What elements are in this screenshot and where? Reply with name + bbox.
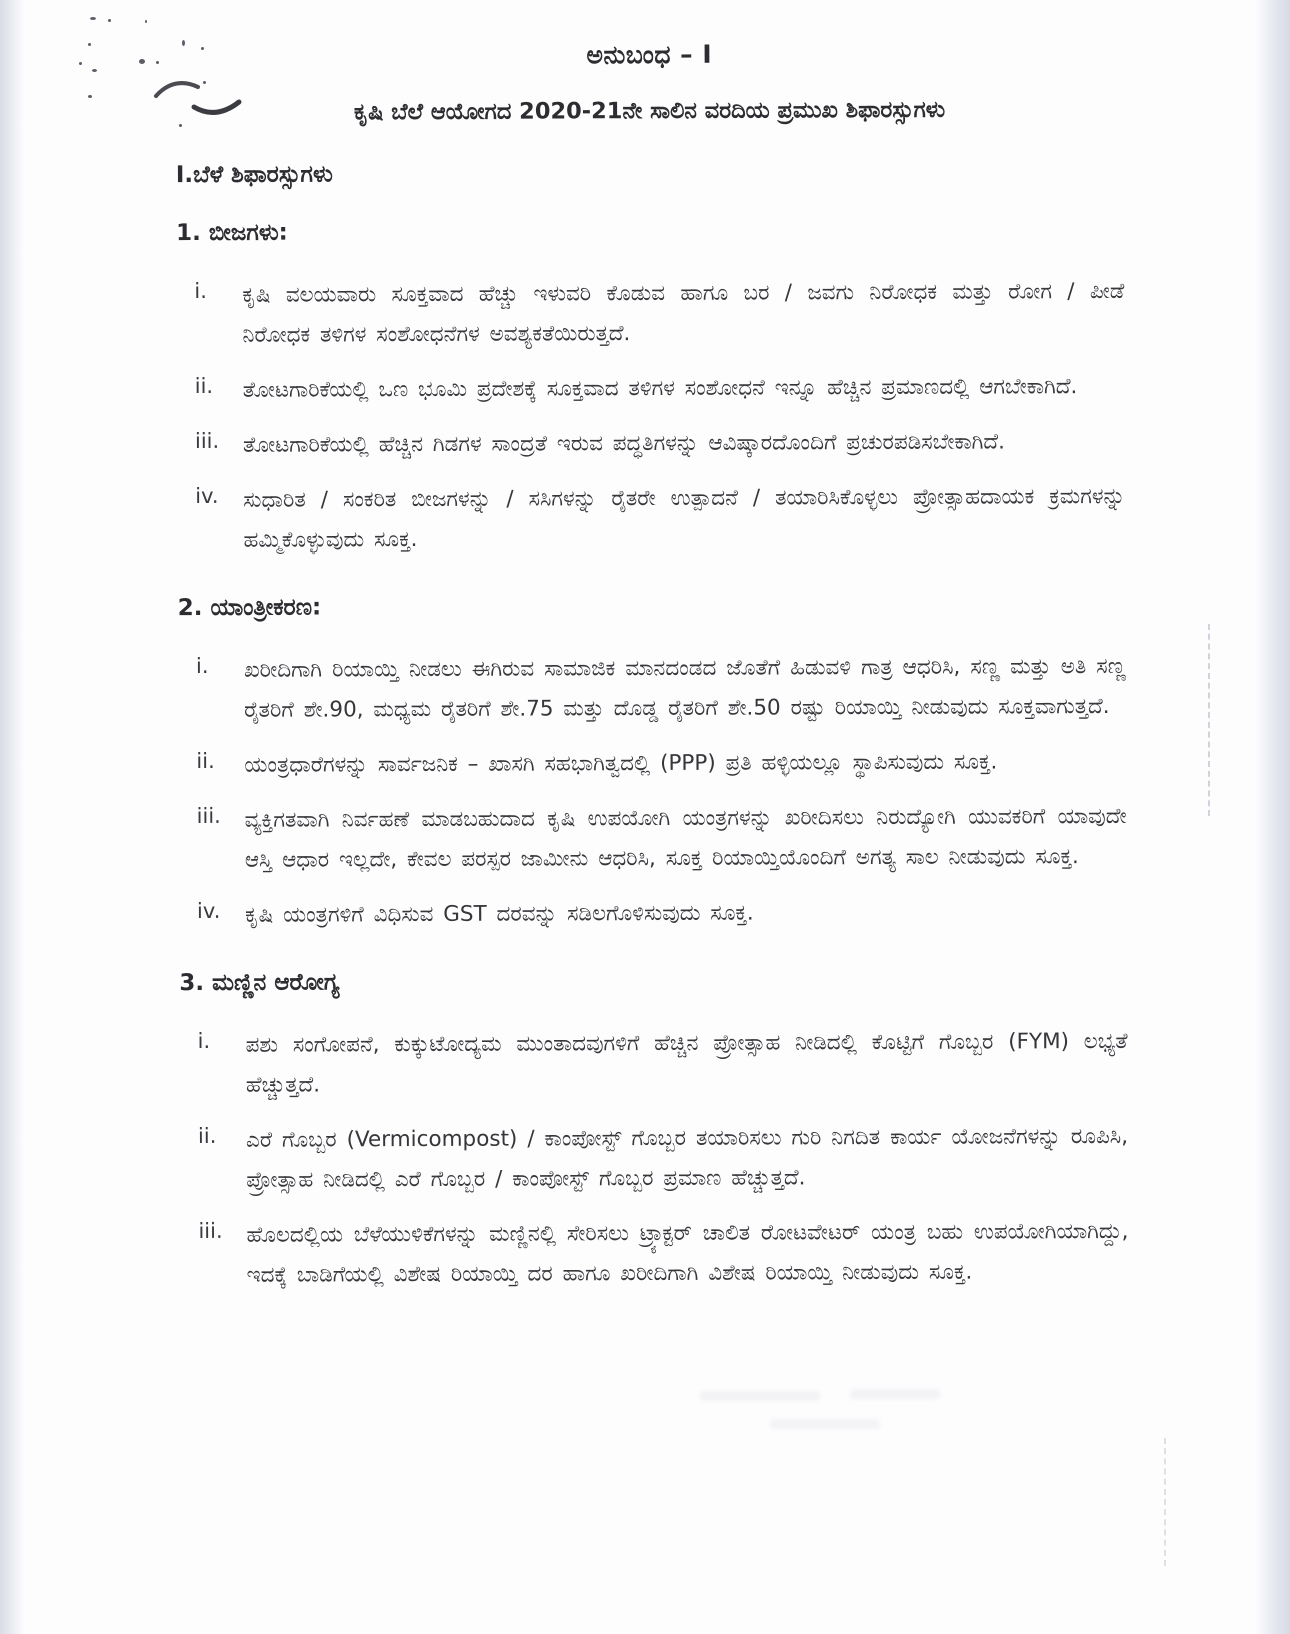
- section-heading-mechanization: 2. ಯಾಂತ್ರೀಕರಣ:: [177, 594, 322, 621]
- list-item-marker: iii.: [198, 1218, 223, 1243]
- list-item-marker: ii.: [194, 373, 214, 398]
- list-item-marker: iii.: [196, 803, 221, 828]
- list-item: [176, 272, 1124, 356]
- list-item-marker: ii.: [197, 1123, 217, 1148]
- section-heading-soil-health: 3. ಮಣ್ಣಿನ ಆರೋಗ್ಯ: [179, 969, 340, 996]
- list-item-marker: i.: [195, 653, 209, 678]
- recommendation-list-mechanization: [178, 647, 1127, 936]
- list-item-text: ಕೃಷಿ ವಲಯವಾರು ಸೂಕ್ತವಾದ ಹೆಚ್ಚು ಇಳುವರಿ ಕೊಡುವ ಹಾಗೂ ಬರ / ಜವಗು ನಿರೋಧಕ ಮತ್ತು ರೋಗ / ಪೀಡೆ ನಿರೋಧಕ ತಳಿಗಳ ಸಂಶೋಧನೆಗಳ ಅವಶ್ಯಕತೆಯಿರುತ್ತದೆ.: [242, 278, 1125, 348]
- scan-edge-left: [0, 0, 24, 1634]
- page-subtitle: ಕೃಷಿ ಬೆಲೆ ಆಯೋಗದ 2020-21ನೇ ಸಾಲಿನ ವರದಿಯ ಪ್ರಮುಖ ಶಿಫಾರಸ್ಸುಗಳು: [353, 96, 946, 126]
- list-item: [180, 1022, 1128, 1106]
- list-item-text: ಖರೀದಿಗಾಗಿ ರಿಯಾಯ್ತಿ ನೀಡಲು ಈಗಿರುವ ಸಾಮಾಜಿಕ ಮಾನದಂಡದ ಜೊತೆಗೆ ಹಿಡುವಳಿ ಗಾತ್ರ ಆಧರಿಸಿ, ಸಣ್ಣ ಮತ್ತು ಅತಿ ಸಣ್ಣ ರೈತರಿಗೆ ಶೇ.90, ಮಧ್ಯಮ ರೈತರಿಗೆ ಶೇ.75 ಮತ್ತು ದೊಡ್ಡ ರೈತರಿಗೆ ಶೇ.50 ರಷ್ಟು ರಿಯಾಯ್ತಿ ನೀಡುವುದು ಸೂಕ್ತವಾಗುತ್ತದೆ.: [243, 653, 1127, 723]
- section-heading-seeds: 1. ಬೀಜಗಳು:: [176, 219, 288, 247]
- list-item-marker: i.: [197, 1028, 211, 1053]
- list-item: [179, 797, 1127, 881]
- list-item-marker: ii.: [196, 748, 215, 773]
- list-item: [178, 742, 1126, 786]
- list-item-marker: iv.: [196, 898, 221, 923]
- list-item: [179, 892, 1127, 936]
- list-item-text: ಯಂತ್ರಧಾರೆಗಳನ್ನು ಸಾರ್ವಜನಿಕ – ಖಾಸಗಿ ಸಹಭಾಗಿತ್ವದಲ್ಲಿ (PPP) ಪ್ರತಿ ಹಳ್ಳಿಯಲ್ಲೂ ಸ್ಥಾಪಿಸುವುದು ಸೂಕ್ತ.: [244, 749, 998, 778]
- list-item: [177, 422, 1125, 466]
- list-item-text: ತೋಟಗಾರಿಕೆಯಲ್ಲಿ ಒಣ ಭೂಮಿ ಪ್ರದೇಶಕ್ಕೆ ಸೂಕ್ತವಾದ ತಳಿಗಳ ಸಂಶೋಧನೆ ಇನ್ನೂ ಹೆಚ್ಚಿನ ಪ್ರಮಾಣದಲ್ಲಿ ಆಗಬೇಕಾಗಿದೆ.: [242, 374, 1078, 403]
- list-item-text: ವ್ಯಕ್ತಿಗತವಾಗಿ ನಿರ್ವಹಣೆ ಮಾಡಬಹುದಾದ ಕೃಷಿ ಉಪಯೋಗಿ ಯಂತ್ರಗಳನ್ನು ಖರೀದಿಸಲು ನಿರುದ್ಯೋಗಿ ಯುವಕರಿಗೆ ಯಾವುದೇ ಆಸ್ತಿ ಆಧಾರ ಇಲ್ಲದೇ, ಕೇವಲ ಪರಸ್ಪರ ಜಾಮೀನು ಆಧರಿಸಿ, ಸೂಕ್ತ ರಿಯಾಯ್ತಿಯೊಂದಿಗೆ ಅಗತ್ಯ ಸಾಲ ನೀಡುವುದು ಸೂಕ್ತ.: [244, 803, 1127, 873]
- list-item-text: ಸುಧಾರಿತ / ಸಂಕರಿತ ಬೀಜಗಳನ್ನು / ಸಸಿಗಳನ್ನು ರೈತರೇ ಉತ್ಪಾದನೆ / ತಯಾರಿಸಿಕೊಳ್ಳಲು ಪ್ರೋತ್ಸಾಹದಾಯಕ ಕ್ರಮಗಳನ್ನು ಹಮ್ಮಿಕೊಳ್ಳುವುದು ಸೂಕ್ತ.: [243, 483, 1126, 553]
- list-item-marker: iii.: [194, 428, 220, 453]
- list-item-marker: iv.: [195, 483, 219, 508]
- scan-edge-right: [1256, 0, 1290, 1634]
- list-item: [178, 647, 1126, 731]
- recommendation-list-seeds: [176, 272, 1125, 561]
- scan-fold-line-lower: [1164, 1438, 1166, 1566]
- list-item: [177, 477, 1125, 561]
- list-item-text: ಕೃಷಿ ಯಂತ್ರಗಳಿಗೆ ವಿಧಿಸುವ GST ದರವನ್ನು ಸಡಿಲಗೊಳಿಸುವುದು ಸೂಕ್ತ.: [244, 900, 754, 928]
- list-item-text: ಎರೆ ಗೊಬ್ಬರ (Vermicompost) / ಕಾಂಪೋಸ್ಟ್ ಗೊಬ್ಬರ ತಯಾರಿಸಲು ಗುರಿ ನಿಗದಿತ ಕಾರ್ಯ ಯೋಜನೆಗಳನ್ನು ರೂಪಿಸಿ, ಪ್ರೋತ್ಸಾಹ ನೀಡಿದಲ್ಲಿ ಎರೆ ಗೊಬ್ಬರ / ಕಾಂಪೋಸ್ಟ್ ಗೊಬ್ಬರ ಪ್ರಮಾಣ ಹೆಚ್ಚುತ್ತದೆ.: [245, 1123, 1129, 1193]
- bleed-through-marks: [700, 1385, 1120, 1445]
- scan-fold-line-upper: [1208, 624, 1210, 816]
- list-item-marker: i.: [194, 278, 207, 303]
- recommendation-list-soil-health: [180, 1022, 1129, 1296]
- list-item: [180, 1212, 1128, 1296]
- list-item-text: ಪಶು ಸಂಗೋಪನೆ, ಕುಕ್ಕುಟೋದ್ಯಮ ಮುಂತಾದವುಗಳಿಗೆ ಹೆಚ್ಚಿನ ಪ್ರೋತ್ಸಾಹ ನೀಡಿದಲ್ಲಿ ಕೊಟ್ಟಿಗೆ ಗೊಬ್ಬರ (FYM) ಲಭ್ಯತೆ ಹೆಚ್ಚುತ್ತದೆ.: [245, 1028, 1128, 1098]
- list-item-text: ತೋಟಗಾರಿಕೆಯಲ್ಲಿ ಹೆಚ್ಚಿನ ಗಿಡಗಳ ಸಾಂದ್ರತೆ ಇರುವ ಪದ್ಧತಿಗಳನ್ನು ಆವಿಷ್ಕಾರದೊಂದಿಗೆ ಪ್ರಚುರಪಡಿಸಬೇಕಾಗಿದೆ.: [242, 429, 1006, 458]
- page-title: ಅನುಬಂಧ – I: [586, 39, 713, 70]
- list-item: [180, 1117, 1128, 1201]
- list-item-text: ಹೊಲದಲ್ಲಿಯ ಬೆಳೆಯುಳಿಕೆಗಳನ್ನು ಮಣ್ಣಿನಲ್ಲಿ ಸೇರಿಸಲು ಟ್ರ್ಯಾಕ್ಟರ್ ಚಾಲಿತ ರೋಟವೇಟರ್ ಯಂತ್ರ ಬಹು ಉಪಯೋಗಿಯಾಗಿದ್ದು, ಇದಕ್ಕೆ ಬಾಡಿಗೆಯಲ್ಲಿ ವಿಶೇಷ ರಿಯಾಯ್ತಿ ದರ ಹಾಗೂ ಖರೀದಿಗಾಗಿ ವಿಶೇಷ ರಿಯಾಯ್ತಿ ನೀಡುವುದು ಸೂಕ್ತ.: [246, 1218, 1129, 1288]
- main-section-heading: I.ಬೆಳೆ ಶಿಫಾರಸ್ಸುಗಳು: [175, 161, 333, 189]
- document-content: [175, 38, 1129, 1311]
- list-item: [177, 367, 1125, 411]
